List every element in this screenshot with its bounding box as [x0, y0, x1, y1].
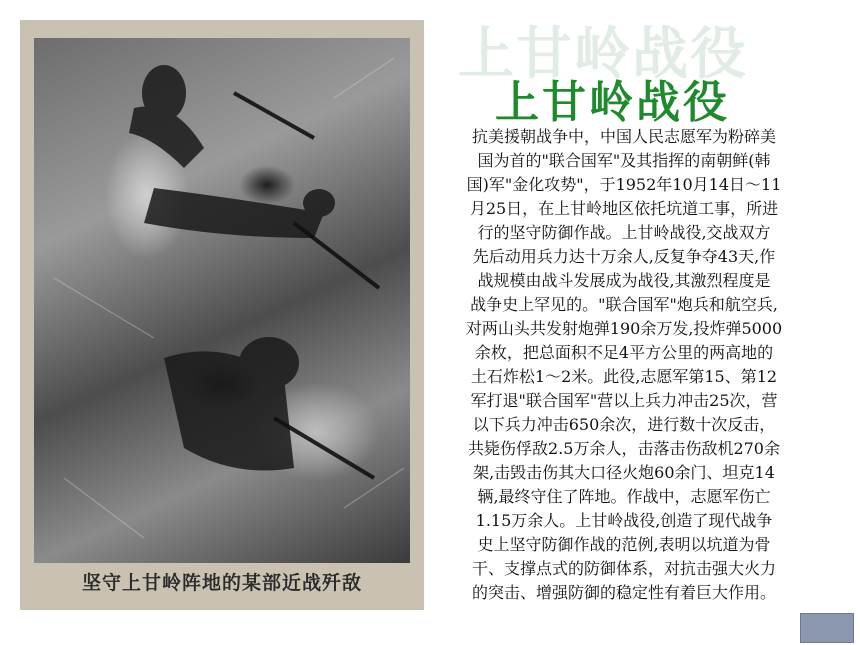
body-line: 抗美援朝战争中，中国人民志愿军为粉碎美 — [471, 127, 776, 146]
photo-frame — [20, 20, 424, 610]
body-line: 先后动用兵力达十万余人,反复争夺43天,作 — [472, 247, 776, 266]
body-line: 史上坚守防御作战的范例,表明以坑道为骨 — [477, 535, 771, 554]
body-line: 对两山头共发射炮弹190余万发,投炸弹5000 — [465, 319, 783, 338]
body-line: 的突击、增强防御的稳定性有着巨大作用。 — [471, 583, 776, 602]
body-line: 月25日，在上甘岭地区依托坑道工事，所进 — [469, 199, 779, 218]
body-line: 行的坚守防御作战。上甘岭战役,交战双方 — [477, 223, 771, 242]
body-line: 共毙伤俘敌2.5万余人，击落击伤敌机270余 — [468, 439, 780, 458]
body-line: 余枚，把总面积不足4平方公里的两高地的 — [474, 343, 774, 362]
body-line: 干、支撑点式的防御体系，对抗击强大火力 — [471, 559, 776, 578]
body-line: 辆,最终守住了阵地。作战中，志愿军伤亡 — [477, 487, 771, 506]
body-line: 1.15万余人。上甘岭战役,创造了现代战争 — [475, 511, 773, 530]
body-line: 架,击毁击伤其大口径火炮60余门、坦克14 — [473, 463, 775, 482]
body-line: 战争史上罕见的。"联合国军"炮兵和航空兵, — [470, 295, 778, 314]
body-line: 战规模由战斗发展成为战役,其激烈程度是 — [477, 271, 771, 290]
slide-nav-button[interactable] — [800, 613, 854, 643]
body-line: 土石炸松1～2米。此役,志愿军第15、第12 — [470, 367, 778, 386]
body-line: 国为首的"联合国军"及其指挥的南朝鲜(韩 — [477, 151, 771, 170]
body-line: 以下兵力冲击650余次，进行数十次反击， — [472, 415, 776, 434]
photo-illustration — [34, 38, 410, 563]
body-line: 军打退"联合国军"营以上兵力冲击25次，营 — [470, 391, 778, 410]
title-shadow: 上甘岭战役 — [458, 22, 748, 87]
photo-caption: 坚守上甘岭阵地的某部近战歼敌 — [81, 572, 362, 594]
body-text — [428, 125, 820, 605]
page-title: 上甘岭战役 — [495, 77, 730, 128]
body-line: 国)军"金化攻势"，于1952年10月14日～11 — [466, 175, 782, 194]
battle-photo — [34, 38, 410, 563]
